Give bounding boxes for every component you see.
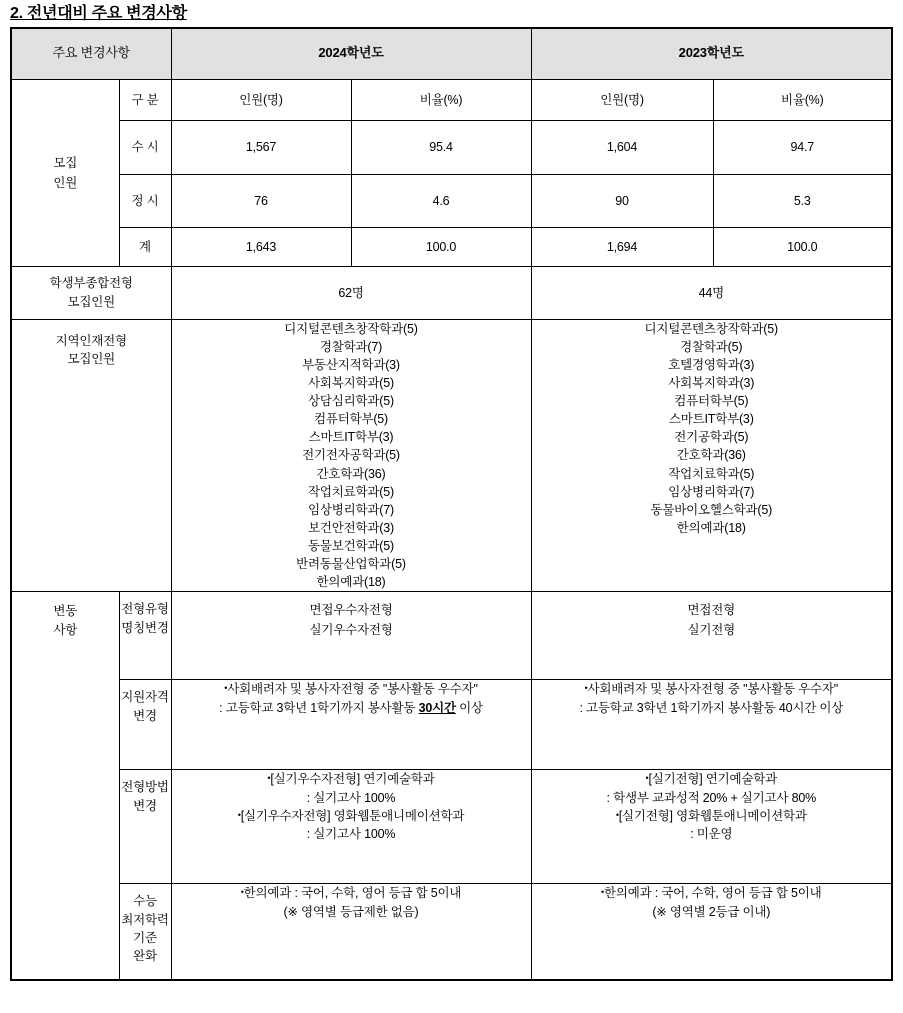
header-main-label: 주요 변경사항 bbox=[11, 28, 171, 80]
page-title: 2. 전년대비 주요 변경사항 bbox=[10, 5, 187, 22]
dept-item: 컴퓨터학부(5) bbox=[313, 412, 389, 427]
changes-label-line2: 사항 bbox=[53, 622, 78, 637]
row-label-eligibility-change bbox=[119, 680, 171, 770]
dept-item: 사회복지학과(5) bbox=[308, 375, 394, 390]
dept-item: 디지털콘텐츠창작학과(5) bbox=[644, 321, 778, 336]
dept-item: 작업치료학과(5) bbox=[308, 484, 394, 499]
changes-label-line1: 변동 bbox=[53, 604, 78, 619]
subheader-ratio-2023: 비율(%) bbox=[713, 79, 892, 120]
subheader-count-2024: 인원(명) bbox=[171, 79, 351, 120]
text-line: • [실기전형] 연기예술학과 bbox=[532, 770, 892, 788]
label-line: 최저학력기준 bbox=[121, 912, 169, 945]
label-line: 전형방법 bbox=[121, 780, 169, 795]
eligibility-change-2024 bbox=[171, 680, 531, 770]
text-line: (※ 영역별 등급제한 없음) bbox=[283, 904, 419, 919]
recruit-row-label bbox=[11, 79, 119, 266]
student-comprehensive-2023: 44명 bbox=[531, 266, 892, 319]
row-label-susi: 수 시 bbox=[119, 120, 171, 174]
header-year-2023: 2023학년도 bbox=[531, 28, 892, 80]
text-line: • 한의예과 : 국어, 수학, 영어 등급 합 5이내 bbox=[172, 884, 531, 902]
label-line: 변경 bbox=[133, 708, 157, 723]
row-label-jeongsi: 정 시 bbox=[119, 174, 171, 227]
row-label-type-name-change bbox=[119, 592, 171, 680]
dept-item: 전기전자공학과(5) bbox=[302, 448, 400, 463]
dept-item: 보건안전학과(3) bbox=[308, 520, 394, 535]
dept-item: 작업치료학과(5) bbox=[668, 466, 755, 481]
regional-talent-label bbox=[11, 319, 171, 592]
label-line: 전형유형 bbox=[121, 602, 169, 617]
type-name-change-2023 bbox=[531, 592, 892, 680]
method-change-2023 bbox=[531, 770, 892, 884]
text-line: : 고등학교 3학년 1학기까지 봉사활동 40시간 이상 bbox=[579, 700, 844, 715]
dept-item: 컴퓨터학부(5) bbox=[674, 394, 749, 409]
recruit-label-line1: 모집 bbox=[53, 155, 78, 170]
total-ratio-2023: 100.0 bbox=[713, 227, 892, 266]
label-line: 변경 bbox=[133, 798, 157, 813]
dept-item: 임상병리학과(7) bbox=[668, 484, 755, 499]
label-line: 명칭변경 bbox=[121, 620, 169, 635]
table-row-type-name-change bbox=[11, 592, 892, 680]
subheader-count-2023: 인원(명) bbox=[531, 79, 713, 120]
text-line: 실기전형 bbox=[687, 623, 736, 638]
regional-depts-2024 bbox=[171, 319, 531, 592]
dept-item: 경찰학과(5) bbox=[680, 339, 743, 354]
text-line: • 사회배려자 및 봉사자전형 중 "봉사활동 우수자" bbox=[172, 680, 531, 698]
total-count-2024: 1,643 bbox=[171, 227, 351, 266]
dept-item: 간호학과(36) bbox=[316, 466, 386, 481]
dept-item: 한의예과(18) bbox=[316, 575, 386, 590]
text-line: : 학생부 교과성적 20% + 실기고사 80% bbox=[606, 790, 817, 805]
text-line: • 사회배려자 및 봉사자전형 중 "봉사활동 우수자" bbox=[532, 680, 892, 698]
rt-label-line2: 모집인원 bbox=[67, 351, 115, 366]
text-line: • 한의예과 : 국어, 수학, 영어 등급 합 5이내 bbox=[532, 884, 892, 902]
csat-minimum-2024 bbox=[171, 884, 531, 981]
regional-depts-2023 bbox=[531, 319, 892, 592]
dept-item: 한의예과(18) bbox=[676, 520, 746, 535]
text-line: • [실기우수자전형] 영화웹툰애니메이션학과 bbox=[172, 807, 531, 825]
recruit-subheader-row bbox=[11, 79, 892, 120]
subheader-ratio-2024: 비율(%) bbox=[351, 79, 531, 120]
text-line: : 고등학교 3학년 1학기까지 봉사활동 30시간 이상 bbox=[219, 700, 483, 715]
subheader-gubun: 구 분 bbox=[119, 79, 171, 120]
sc-label-line1: 학생부종합전형 bbox=[49, 276, 133, 291]
label-line: 수능 bbox=[133, 894, 157, 909]
row-label-csat-minimum bbox=[119, 884, 171, 981]
sc-label-line2: 모집인원 bbox=[67, 294, 115, 309]
jeongsi-ratio-2023: 5.3 bbox=[713, 174, 892, 227]
dept-item: 임상병리학과(7) bbox=[308, 502, 394, 517]
csat-minimum-2023 bbox=[531, 884, 892, 981]
dept-item: 스마트IT학부(3) bbox=[308, 430, 394, 445]
text-line: 면접우수자전형 bbox=[309, 603, 393, 618]
emphasis-hours: 30시간 bbox=[418, 700, 456, 715]
changes-comparison-table bbox=[10, 27, 893, 982]
susi-ratio-2024: 95.4 bbox=[351, 120, 531, 174]
table-row-eligibility-change bbox=[11, 680, 892, 770]
susi-ratio-2023: 94.7 bbox=[713, 120, 892, 174]
dept-item: 호텔경영학과(3) bbox=[668, 357, 755, 372]
type-name-change-2024 bbox=[171, 592, 531, 680]
text-line: 면접전형 bbox=[687, 603, 736, 618]
jeongsi-count-2023: 90 bbox=[531, 174, 713, 227]
total-count-2023: 1,694 bbox=[531, 227, 713, 266]
table-row-csat-minimum bbox=[11, 884, 892, 981]
text-line: • [실기전형] 영화웹툰애니메이션학과 bbox=[532, 807, 892, 825]
text-line: : 실기고사 100% bbox=[306, 826, 396, 841]
table-row-susi bbox=[11, 120, 892, 174]
dept-item: 부동산지적학과(3) bbox=[302, 357, 400, 372]
jeongsi-count-2024: 76 bbox=[171, 174, 351, 227]
header-year-2024: 2024학년도 bbox=[171, 28, 531, 80]
dept-item: 경찰학과(7) bbox=[319, 339, 383, 354]
recruit-label-line2: 인원 bbox=[53, 175, 78, 190]
susi-count-2024: 1,567 bbox=[171, 120, 351, 174]
jeongsi-ratio-2024: 4.6 bbox=[351, 174, 531, 227]
dept-item: 전기공학과(5) bbox=[674, 430, 749, 445]
table-row-jeongsi bbox=[11, 174, 892, 227]
table-row-student-comprehensive bbox=[11, 266, 892, 319]
dept-item: 사회복지학과(3) bbox=[668, 375, 755, 390]
text-line: : 실기고사 100% bbox=[306, 790, 396, 805]
text-line: (※ 영역별 2등급 이내) bbox=[652, 904, 771, 919]
dept-item: 디지털콘텐츠창작학과(5) bbox=[284, 321, 418, 336]
method-change-2024 bbox=[171, 770, 531, 884]
dept-item: 반려동물산업학과(5) bbox=[296, 557, 406, 572]
table-row-regional-talent bbox=[11, 319, 892, 592]
table-header-row bbox=[11, 28, 892, 80]
student-comprehensive-label bbox=[11, 266, 171, 319]
dept-item: 간호학과(36) bbox=[676, 448, 746, 463]
text-line: : 미운영 bbox=[690, 826, 733, 841]
rt-label-line1: 지역인재전형 bbox=[55, 333, 127, 348]
text-line: 실기우수자전형 bbox=[309, 623, 393, 638]
dept-item: 상담심리학과(5) bbox=[308, 394, 394, 409]
label-line: 지원자격 bbox=[121, 690, 169, 705]
dept-item: 스마트IT학부(3) bbox=[668, 412, 754, 427]
dept-item: 동물보건학과(5) bbox=[308, 539, 394, 554]
text-line: • [실기우수자전형] 연기예술학과 bbox=[172, 770, 531, 788]
table-row-total bbox=[11, 227, 892, 266]
dept-item: 동물바이오헬스학과(5) bbox=[650, 502, 773, 517]
susi-count-2023: 1,604 bbox=[531, 120, 713, 174]
student-comprehensive-2024: 62명 bbox=[171, 266, 531, 319]
total-ratio-2024: 100.0 bbox=[351, 227, 531, 266]
changes-group-label bbox=[11, 592, 119, 981]
eligibility-change-2023 bbox=[531, 680, 892, 770]
row-label-method-change bbox=[119, 770, 171, 884]
label-line: 완화 bbox=[133, 948, 157, 963]
row-label-total: 계 bbox=[119, 227, 171, 266]
table-row-method-change bbox=[11, 770, 892, 884]
